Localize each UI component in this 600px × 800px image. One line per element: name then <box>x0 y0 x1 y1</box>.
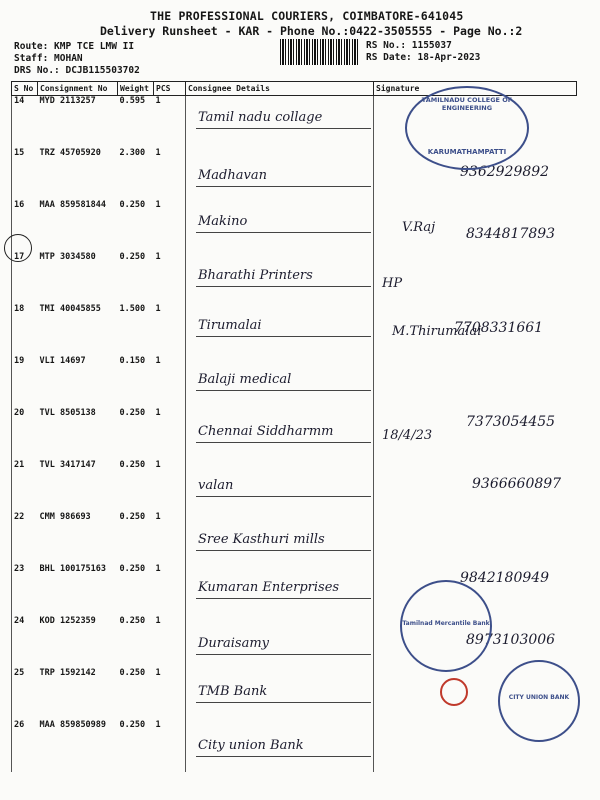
row-consignee: valan <box>198 478 234 493</box>
drs-number: DRS No.: DCJB115503702 <box>14 65 140 76</box>
row-consignee: Duraisamy <box>198 636 270 651</box>
college-stamp-place: KARUMATHAMPATTI <box>427 148 507 156</box>
row-consignee: Chennai Siddharmm <box>198 424 334 439</box>
row-consignee: Makino <box>198 214 248 229</box>
row-sign-name: M.Thirumalai <box>392 324 482 339</box>
route-label: Route: KMP TCE LMW II <box>14 41 135 52</box>
row-pcs: 1 <box>155 616 161 626</box>
row-consignee-cell <box>186 408 374 460</box>
col-sno: S No <box>12 82 38 96</box>
row-pcs: 1 <box>155 668 161 678</box>
col-signature: Signature <box>374 82 577 96</box>
row-weight: 0.250 <box>119 616 146 626</box>
row-consignee-underline <box>196 550 371 551</box>
row-consignee-cell <box>186 668 374 720</box>
row-consignee-cell <box>186 460 374 512</box>
row-consignee: Sree Kasthuri mills <box>198 532 325 547</box>
row-consignee-underline <box>196 756 371 757</box>
table-row <box>12 252 577 304</box>
row-weight: 0.595 <box>119 96 146 106</box>
row-signature-cell <box>374 252 577 304</box>
row-consignee: Tirumalai <box>198 318 262 333</box>
row-sno: 22 <box>12 512 38 564</box>
row-consignee-cell <box>186 200 374 252</box>
row-signature-cell <box>374 356 577 408</box>
col-pcs: PCS <box>154 82 186 96</box>
table-row <box>12 356 577 408</box>
row-consignee-underline <box>196 598 371 599</box>
row-consignee-cell <box>186 512 374 564</box>
table-row <box>12 460 577 512</box>
row-pcs: 1 <box>155 720 161 730</box>
row-sno: 20 <box>12 408 38 460</box>
row-sign-name: V.Raj <box>402 220 436 235</box>
row-consignment: TRZ 45705920 <box>39 148 101 158</box>
row-pcs: 1 <box>155 512 161 522</box>
row-pcs: 1 <box>155 408 161 418</box>
cub-stamp-name: CITY UNION BANK <box>508 694 570 701</box>
row-consignment: TVL 3417147 <box>39 460 96 470</box>
row-phone: 7373054455 <box>466 414 556 430</box>
row-sno: 15 <box>12 148 38 200</box>
row-pcs: 1 <box>155 304 161 314</box>
row-phone: 9366660897 <box>472 476 562 492</box>
row-consignee-underline <box>196 186 371 187</box>
row-phone: 9362929892 <box>460 164 550 180</box>
table-row <box>12 200 577 252</box>
row-consignee-cell <box>186 304 374 356</box>
row-consignee: City union Bank <box>198 738 304 753</box>
delivery-table <box>11 81 577 772</box>
row-pcs: 1 <box>155 200 161 210</box>
row-weight: 0.250 <box>119 408 146 418</box>
row-consignment: MYD 2113257 <box>39 96 96 106</box>
row-signature-cell <box>374 460 577 512</box>
row-consignee-underline <box>196 232 371 233</box>
tmb-bank-stamp <box>400 580 492 672</box>
red-seal <box>440 678 468 706</box>
col-consignment: Consignment No <box>38 82 118 96</box>
runsheet-title: Delivery Runsheet - KAR - Phone No.:0422-3505555 - Page No.:2 <box>100 24 523 38</box>
row-sno: 18 <box>12 304 38 356</box>
row-sno: 21 <box>12 460 38 512</box>
row-weight: 0.250 <box>119 252 146 262</box>
table-row <box>12 408 577 460</box>
row-consignment: TVL 8505138 <box>39 408 96 418</box>
row-consignee-underline <box>196 654 371 655</box>
row-consignee-cell <box>186 564 374 616</box>
row-consignee: Balaji medical <box>198 372 292 387</box>
row-consignee-underline <box>196 496 371 497</box>
table-row <box>12 304 577 356</box>
row-consignee-cell <box>186 96 374 149</box>
table-row <box>12 512 577 564</box>
row-consignment: MAA 859850989 <box>39 720 107 730</box>
row-signature-cell <box>374 408 577 460</box>
row-pcs: 1 <box>155 356 161 366</box>
row-weight: 2.300 <box>119 148 146 158</box>
row-pcs: 1 <box>155 564 161 574</box>
row-weight: 0.250 <box>119 720 146 730</box>
row-pcs: 1 <box>155 460 161 470</box>
table-row <box>12 668 577 720</box>
row-phone: 8973103006 <box>466 632 556 648</box>
table-row <box>12 564 577 616</box>
company-name: THE PROFESSIONAL COURIERS, COIMBATORE-641045 <box>150 9 464 23</box>
row-consignment: KOD 1252359 <box>39 616 96 626</box>
rs-date: RS Date: 18-Apr-2023 <box>366 52 481 63</box>
row-consignment: MTP 3034580 <box>39 252 96 262</box>
row-consignee: Madhavan <box>198 168 267 183</box>
row-consignment: MAA 859581844 <box>39 200 107 210</box>
row-consignee-underline <box>196 128 371 129</box>
row-consignee-cell <box>186 356 374 408</box>
row-phone: 7708331661 <box>454 320 544 336</box>
row-consignee-cell <box>186 252 374 304</box>
row-signature-cell <box>374 512 577 564</box>
row-consignee-underline <box>196 336 371 337</box>
row-sno: 26 <box>12 720 38 772</box>
row-sign-name: HP <box>382 276 403 291</box>
row-consignee-underline <box>196 702 371 703</box>
row-phone: 9842180949 <box>460 570 550 586</box>
row-consignee-cell <box>186 616 374 668</box>
row-weight: 0.150 <box>119 356 146 366</box>
row-consignee: Tamil nadu collage <box>198 110 323 125</box>
row-consignee-cell <box>186 148 374 200</box>
col-consignee: Consignee Details <box>186 82 374 96</box>
row-sno: 16 <box>12 200 38 252</box>
row-sno: 24 <box>12 616 38 668</box>
row-sno: 19 <box>12 356 38 408</box>
staff-label: Staff: MOHAN <box>14 53 83 64</box>
row-sno: 17 <box>12 252 38 304</box>
row-consignment: TMI 40045855 <box>39 304 101 314</box>
row-consignee: Bharathi Printers <box>198 268 313 283</box>
row-17-circle-mark <box>4 234 32 262</box>
row-pcs: 1 <box>155 252 161 262</box>
table-row <box>12 720 577 772</box>
row-consignee: TMB Bank <box>198 684 268 699</box>
row-consignee: Kumaran Enterprises <box>198 580 340 595</box>
row-consignment: CMM 986693 <box>39 512 91 522</box>
row-weight: 1.500 <box>119 304 146 314</box>
row-consignee-underline <box>196 286 371 287</box>
row-consignee-underline <box>196 442 371 443</box>
row-weight: 0.250 <box>119 460 146 470</box>
row-weight: 0.250 <box>119 512 146 522</box>
row-consignment: TRP 1592142 <box>39 668 96 678</box>
row-pcs: 1 <box>155 148 161 158</box>
barcode-image <box>280 39 360 65</box>
col-weight: Weight <box>118 82 154 96</box>
row-weight: 0.250 <box>119 200 146 210</box>
row-consignee-underline <box>196 390 371 391</box>
row-signature-cell <box>374 200 577 252</box>
row-sno: 25 <box>12 668 38 720</box>
row-weight: 0.250 <box>119 564 146 574</box>
row-consignment: BHL 100175163 <box>39 564 107 574</box>
tmb-stamp-name: Tamilnad Mercantile Bank <box>402 620 490 627</box>
row-consignee-cell <box>186 720 374 772</box>
row-weight: 0.250 <box>119 668 146 678</box>
rs-number: RS No.: 1155037 <box>366 40 452 51</box>
row-signature-cell <box>374 304 577 356</box>
row-sno: 23 <box>12 564 38 616</box>
college-stamp <box>405 86 529 170</box>
row-sign-name: 18/4/23 <box>382 428 433 443</box>
row-pcs: 1 <box>155 96 161 106</box>
row-sno: 14 <box>12 96 38 149</box>
cub-bank-stamp <box>498 660 580 742</box>
college-stamp-name: TAMILNADU COLLEGE OF ENGINEERING <box>421 96 513 112</box>
row-consignment: VLI 14697 <box>39 356 86 366</box>
row-phone: 8344817893 <box>466 226 556 242</box>
